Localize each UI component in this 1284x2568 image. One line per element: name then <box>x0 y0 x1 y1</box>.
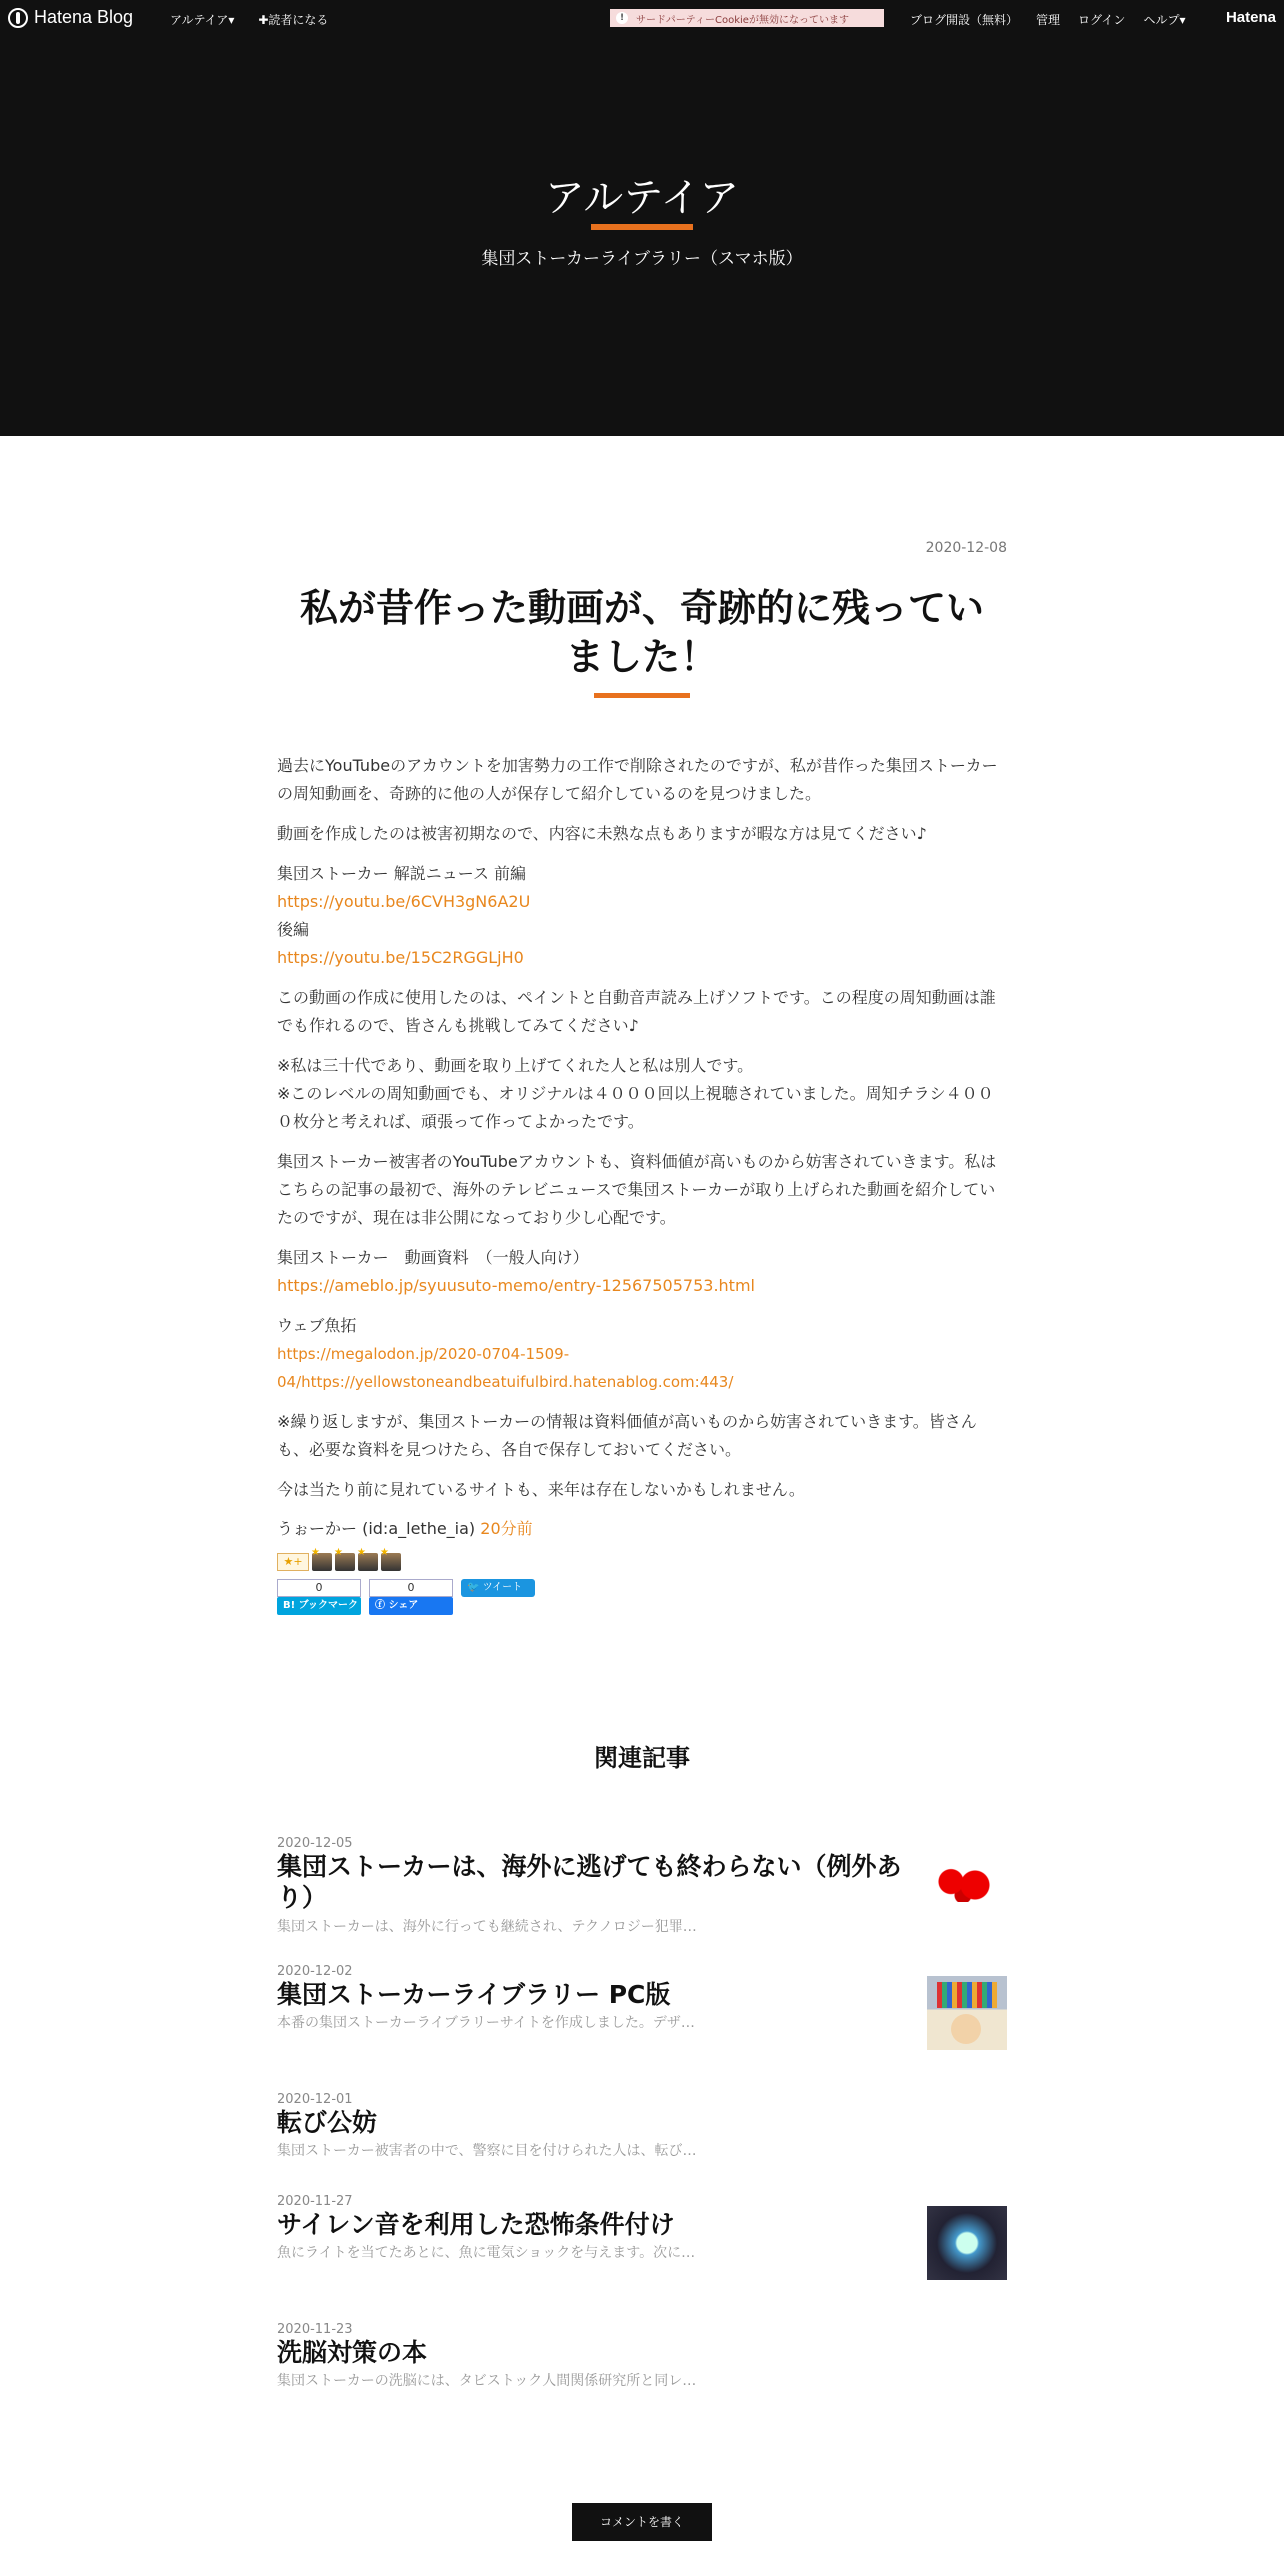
paragraph: ※繰り返しますが、集団ストーカーの情報は資料価値が高いものから妨害されていきます。皆さんも、必要な資料を見つけたら、各自で保存しておいてください。 <box>277 1411 977 1459</box>
brand-text: Hatena Blog <box>34 7 134 27</box>
nav-help[interactable]: ヘルプ▾ <box>1143 13 1186 27</box>
blog-description: 集団ストーカーライブラリー（スマホ版） <box>481 249 803 269</box>
related-excerpt: 魚にライトを当てたあとに、魚に電気ショックを与えます。次に… <box>277 2245 696 2262</box>
resource-label: 集団ストーカー 動画資料 （一般人向け） <box>277 1247 589 1267</box>
add-star-button[interactable]: ★+ <box>277 1553 309 1571</box>
nav-login[interactable]: ログイン <box>1078 13 1126 27</box>
related-date: 2020-11-23 <box>277 2322 353 2337</box>
video-link-part1[interactable]: https://youtu.be/6CVH3gN6A2U <box>277 891 531 911</box>
video-link-part2[interactable]: https://youtu.be/15C2RGGLjH0 <box>277 947 524 967</box>
related-title[interactable]: 集団ストーカーは、海外に逃げても終わらない（例外あり） <box>277 1852 902 1913</box>
paragraph: この動画の作成に使用したのは、ペイントと自動音声読み上げソフトです。この程度の周知動画は誰でも作れるので、皆さんも挑戦してみてください♪ <box>277 987 996 1035</box>
entry-title-underline <box>594 693 690 698</box>
nav-admin[interactable]: 管理 <box>1036 13 1061 27</box>
hatena-logo[interactable] <box>1226 9 1276 26</box>
paragraph <box>277 1312 1007 1396</box>
paragraph: 動画を作成したのは被害初期なので、内容に未熟な点もありますが暇な方は見てください♪ <box>277 823 927 843</box>
hatena-text: Hatena <box>1225 9 1276 26</box>
related-title[interactable]: 転び公妨 <box>277 2108 378 2137</box>
entry-time-ago[interactable]: 20分前 <box>480 1518 533 1538</box>
entry-body <box>277 752 1007 1504</box>
paragraph <box>277 860 1007 972</box>
star-user-avatar[interactable] <box>381 1553 401 1571</box>
related-entry[interactable] <box>277 1836 1007 1964</box>
related-date: 2020-12-01 <box>277 2092 353 2107</box>
paragraph: 今は当たり前に見れているサイトも、来年は存在しないかもしれません。 <box>277 1479 805 1499</box>
entry-date[interactable]: 2020-12-08 <box>925 540 1007 556</box>
blog-title[interactable]: アルテイア <box>544 176 740 220</box>
related-title[interactable]: サイレン音を利用した恐怖条件付け <box>277 2210 675 2239</box>
info-icon: ! <box>616 12 628 24</box>
cookie-notice[interactable] <box>610 9 884 27</box>
entry-footer <box>277 1516 1007 1539</box>
paragraph: 過去にYouTubeのアカウントを加害勢力の工作で削除されたのですが、私が昔作った集団ストーカーの周知動画を、奇跡的に他の人が保存して紹介しているのを見つけました。 <box>277 755 998 803</box>
bookmark-count: 0 <box>277 1579 361 1597</box>
related-excerpt: 集団ストーカーは、海外に行っても継続され、テクノロジー犯罪… <box>277 1918 697 1935</box>
related-entry[interactable] <box>277 2322 1007 2424</box>
hatena-blog-icon <box>8 8 28 28</box>
related-date: 2020-11-27 <box>277 2194 353 2209</box>
related-heading: 関連記事 <box>594 1744 690 1772</box>
author[interactable]: うぉーかー (id:a_lethe_ia) <box>277 1518 476 1538</box>
bookmark-button[interactable]: B! ブックマーク <box>277 1597 361 1615</box>
video-label-part2: 後編 <box>277 919 310 939</box>
tweet-button[interactable]: 🐦 ツイート <box>461 1579 535 1597</box>
entry <box>277 540 1007 1615</box>
related-date: 2020-12-05 <box>277 1836 353 1851</box>
paragraph: 集団ストーカー被害者のYouTubeアカウントも、資料価値が高いものから妨害されていきます。私はこちらの記事の最初で、海外のテレビニュースで集団ストーカーが取り上げられた動画を紹介していたのですが、現在は非公開になっており少し心配です。 <box>277 1151 997 1227</box>
hatena-bookmark-share[interactable] <box>277 1579 361 1615</box>
star-user-avatar[interactable] <box>335 1553 355 1571</box>
related-title[interactable]: 洗脳対策の本 <box>277 2338 428 2367</box>
star-user-avatar[interactable] <box>358 1553 378 1571</box>
siren-light-thumbnail[interactable] <box>927 2206 1007 2280</box>
facebook-share-button[interactable]: ⓕ シェア <box>369 1597 453 1615</box>
related-entry[interactable] <box>277 2194 1007 2322</box>
paragraph <box>277 1244 1007 1300</box>
cookie-notice-text: サードパーティーCookieが無効になっています <box>636 14 849 26</box>
related-entry[interactable] <box>277 2092 1007 2194</box>
facebook-count: 0 <box>369 1579 453 1597</box>
nav-subscribe[interactable]: ✚読者になる <box>258 13 329 27</box>
related-excerpt: 集団ストーカーの洗脳には、タビストック人間関係研究所と同レ… <box>277 2373 697 2390</box>
facebook-share[interactable] <box>369 1579 453 1615</box>
write-comment-button[interactable]: コメントを書く <box>572 2503 712 2541</box>
nav-create-blog[interactable]: ブログ開設（無料） <box>910 13 1019 27</box>
star-user-avatar[interactable] <box>312 1553 332 1571</box>
video-label-part1: 集団ストーカー 解説ニュース 前編 <box>277 863 527 883</box>
title-underline <box>591 224 693 230</box>
related-date: 2020-12-02 <box>277 1964 353 1979</box>
share-buttons <box>277 1579 1007 1615</box>
note-line: ※このレベルの周知動画でも、オリジナルは４０００回以上視聴されていました。周知チラシ４０００枚分と考えれば、頑張って作ってよかったです。 <box>277 1083 994 1131</box>
archive-label: ウェブ魚拓 <box>277 1315 357 1335</box>
entry-title[interactable]: 私が昔作った動画が、奇跡的に残っていました！ <box>299 586 984 680</box>
paragraph <box>277 1052 1007 1136</box>
world-map-thumbnail[interactable] <box>927 1848 1007 1922</box>
hatena-blog-logo[interactable] <box>8 7 133 28</box>
library-thumbnail[interactable] <box>927 1976 1007 2050</box>
related-excerpt: 本番の集団ストーカーライブラリーサイトを作成しました。デザ… <box>277 2015 695 2032</box>
nav-blog-menu[interactable]: アルテイア▾ <box>170 13 235 27</box>
ameblo-link[interactable]: https://ameblo.jp/syuusuto-memo/entry-12567505753.html <box>277 1275 755 1295</box>
top-navbar <box>0 0 1284 36</box>
related-entry[interactable] <box>277 1964 1007 2092</box>
megalodon-link[interactable]: https://megalodon.jp/2020-0704-1509-04/https://yellowstoneandbeatuifulbird.hatenablog.com:443/ <box>277 1344 734 1391</box>
related-title[interactable]: 集団ストーカーライブラリー PC版 <box>277 1980 671 2009</box>
star-row <box>277 1553 1007 1571</box>
note-line: ※私は三十代であり、動画を取り上げてくれた人と私は別人です。 <box>277 1055 754 1075</box>
blog-header <box>0 36 1284 436</box>
related-entries <box>277 1836 1007 2424</box>
related-excerpt: 集団ストーカー被害者の中で、警察に目を付けられた人は、転び… <box>277 2143 697 2160</box>
